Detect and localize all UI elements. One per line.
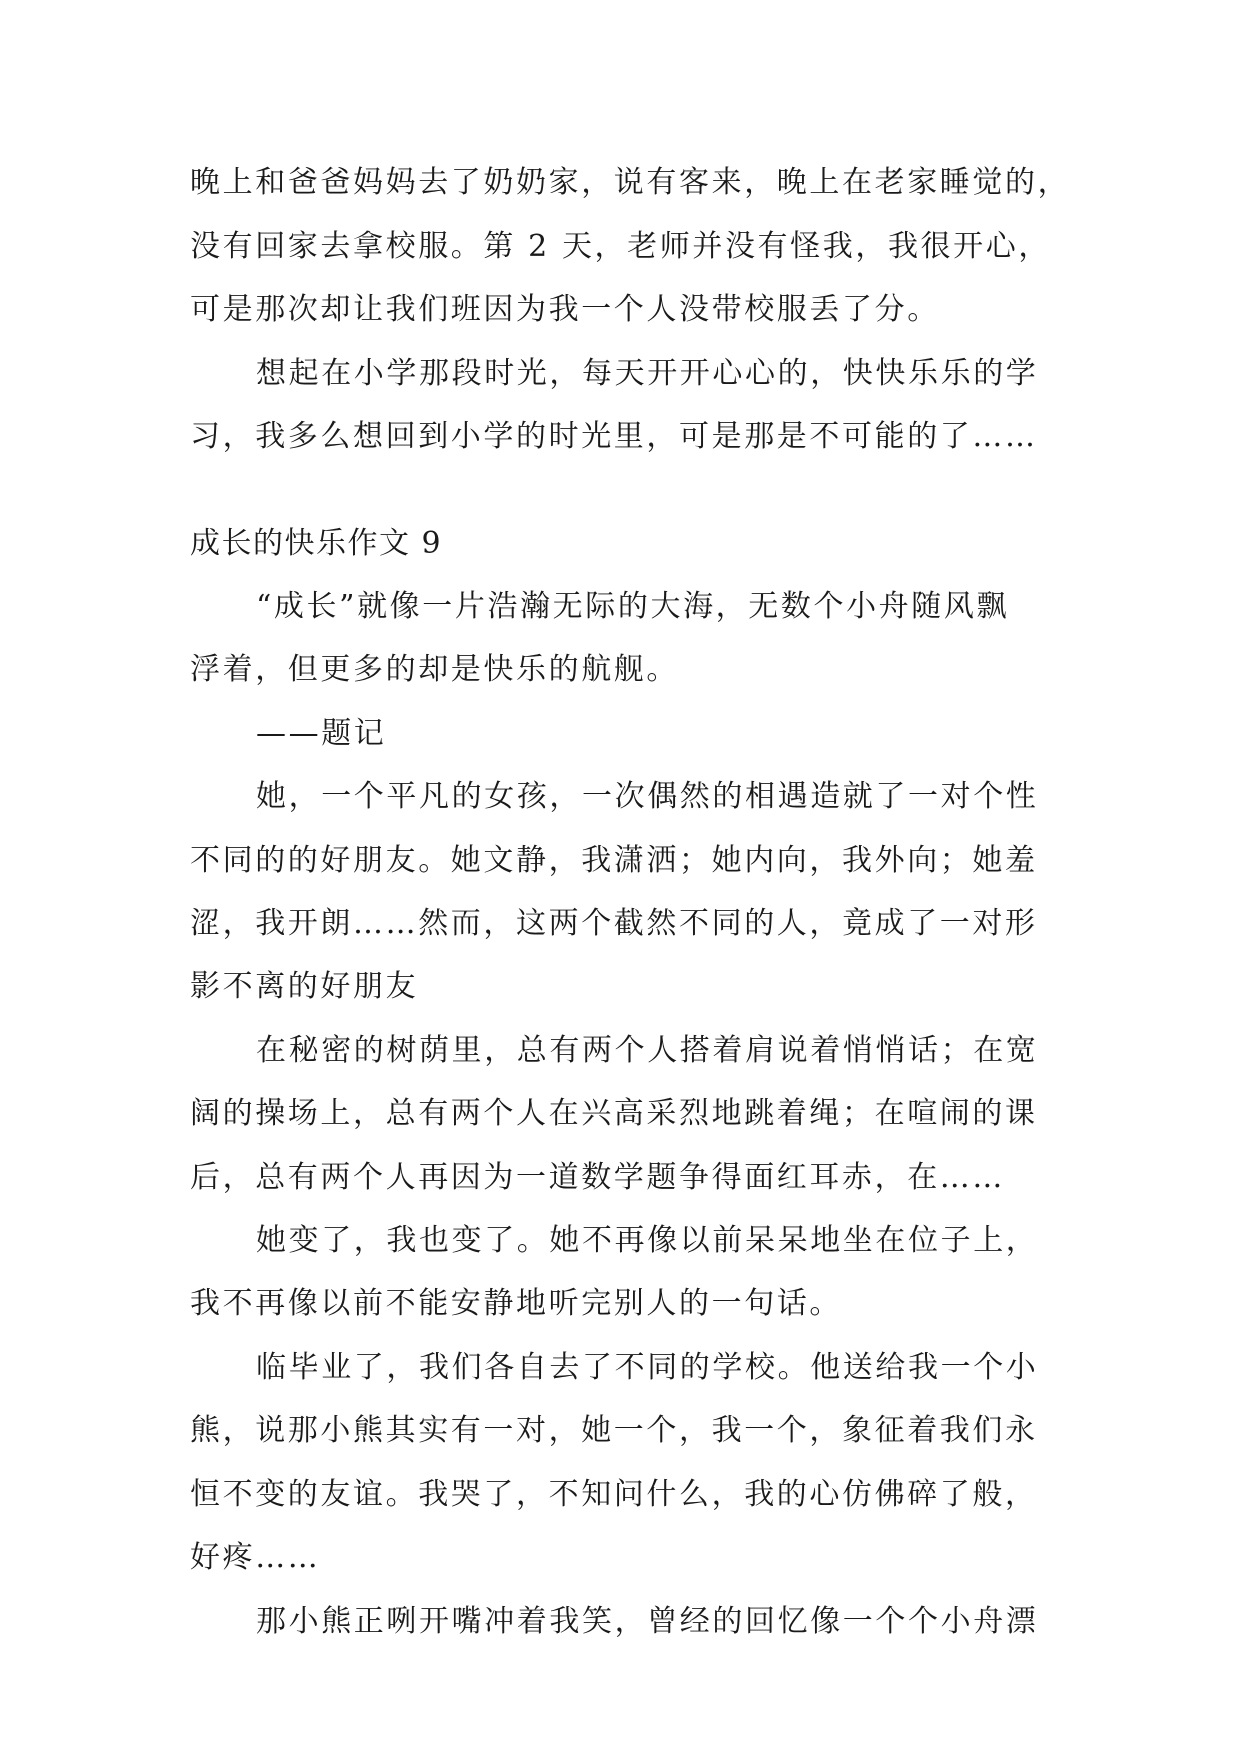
epigraph-line: 浮着，但更多的却是快乐的航舰。 bbox=[190, 652, 679, 687]
body-text-line: 没有回家去拿校服。第 2 天，老师并没有怪我，我很开心， bbox=[190, 229, 1051, 264]
epigraph-attribution: ——题记 bbox=[256, 716, 387, 751]
body-text-line: 后，总有两个人再因为一道数学题争得面红耳赤，在…… bbox=[190, 1160, 1005, 1195]
body-text-line: 好疼…… bbox=[190, 1540, 321, 1575]
body-text-line: 她变了，我也变了。她不再像以前呆呆地坐在位子上， bbox=[256, 1223, 1039, 1258]
body-text-line: 恒不变的友谊。我哭了，不知问什么，我的心仿佛碎了般， bbox=[190, 1477, 1038, 1512]
body-text-line: 晚上和爸爸妈妈去了奶奶家，说有客来，晚上在老家睡觉的， bbox=[190, 165, 1071, 200]
body-text-line: 涩，我开朗……然而，这两个截然不同的人，竟成了一对形 bbox=[190, 906, 1038, 941]
body-text-line: 可是那次却让我们班因为我一个人没带校服丢了分。 bbox=[190, 292, 940, 327]
body-text-line: 她，一个平凡的女孩，一次偶然的相遇造就了一对个性 bbox=[256, 779, 1039, 814]
epigraph-line: “成长”就像一片浩瀚无际的大海，无数个小舟随风飘 bbox=[256, 589, 1010, 624]
body-text-line: 习，我多么想回到小学的时光里，可是那是不可能的了…… bbox=[190, 419, 1038, 454]
body-text-line: 熊，说那小熊其实有一对，她一个，我一个，象征着我们永 bbox=[190, 1413, 1038, 1448]
body-text-line: 那小熊正咧开嘴冲着我笑，曾经的回忆像一个个小舟漂 bbox=[256, 1604, 1039, 1639]
body-text-line: 不同的的好朋友。她文静，我潇洒；她内向，我外向；她羞 bbox=[190, 843, 1038, 878]
body-text-line: 临毕业了，我们各自去了不同的学校。他送给我一个小 bbox=[256, 1350, 1039, 1385]
body-text-line: 想起在小学那段时光，每天开开心心的，快快乐乐的学 bbox=[256, 356, 1039, 391]
body-text-line: 阔的操场上，总有两个人在兴高采烈地跳着绳；在喧闹的课 bbox=[190, 1096, 1038, 1131]
body-text-line: 在秘密的树荫里，总有两个人搭着肩说着悄悄话；在宽 bbox=[256, 1033, 1039, 1068]
body-text-line: 影不离的好朋友 bbox=[190, 969, 419, 1004]
section-heading: 成长的快乐作文 9 bbox=[190, 526, 443, 561]
body-text-line: 我不再像以前不能安静地听完别人的一句话。 bbox=[190, 1286, 842, 1321]
